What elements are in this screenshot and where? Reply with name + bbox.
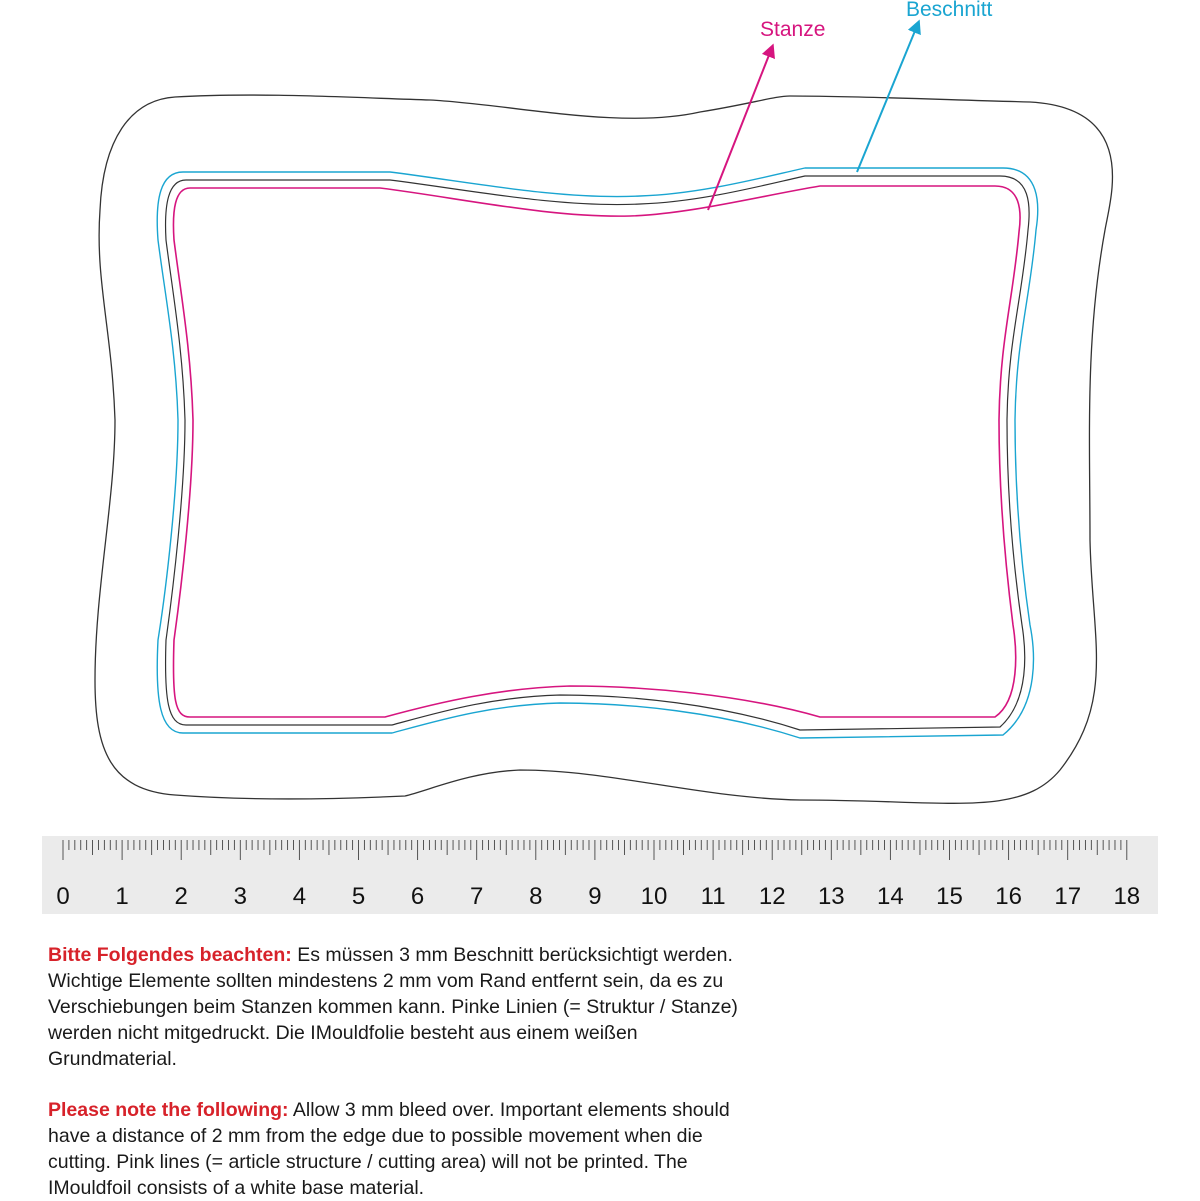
note-english	[48, 1097, 758, 1201]
ruler-number: 1	[115, 883, 129, 910]
beschnitt-label: Beschnitt	[906, 0, 993, 21]
ruler-number: 13	[817, 883, 845, 910]
die-cut-line	[173, 186, 1020, 717]
ruler-number: 17	[1054, 883, 1082, 910]
note-german-heading: Bitte Folgendes beachten:	[48, 944, 292, 966]
outer-contour	[95, 95, 1112, 803]
ruler-number: 4	[292, 883, 307, 910]
note-german-text: Es müssen 3 mm Beschnitt berücksichtigt werden. Wichtige Elemente sollten mindestens 2 mm vom Rand entfernt sein, da es zu Verschiebungen beim Stanzen kommen kann. Pinke Linien (= Struktur / Stanze) werden nicht mitgedruckt. Die IMouldfolie besteht aus einem weißen Grundmaterial.	[48, 944, 738, 1070]
ruler-number: 8	[529, 883, 543, 910]
ruler-number: 15	[936, 883, 963, 910]
beschnitt-arrow	[857, 26, 917, 172]
ruler-number: 0	[56, 883, 70, 910]
ruler-number: 16	[995, 883, 1022, 910]
ruler-number: 14	[877, 883, 904, 910]
ruler	[42, 836, 1158, 914]
ruler-number: 9	[588, 883, 602, 910]
bleed-line	[157, 168, 1038, 738]
note-english-text: Allow 3 mm bleed over. Important elements should have a distance of 2 mm from the edge due to possible movement when die cutting. Pink lines (= article structure / cutting area) will not be printed. The IMouldfoil consists of a white base material.	[48, 1099, 730, 1199]
ruler-number: 5	[351, 883, 366, 910]
ruler-number: 6	[410, 883, 425, 910]
ruler-number: 12	[758, 883, 786, 910]
note-german	[48, 942, 758, 1072]
ruler-number: 2	[174, 883, 188, 910]
ruler-number: 3	[233, 883, 247, 910]
ruler-number: 18	[1113, 883, 1141, 910]
ruler-number: 10	[640, 883, 668, 910]
stanze-label: Stanze	[760, 18, 826, 41]
ruler-number: 7	[470, 883, 484, 910]
note-english-heading: Please note the following:	[48, 1099, 289, 1121]
ruler-number: 11	[700, 883, 726, 910]
cut-line	[166, 176, 1030, 730]
